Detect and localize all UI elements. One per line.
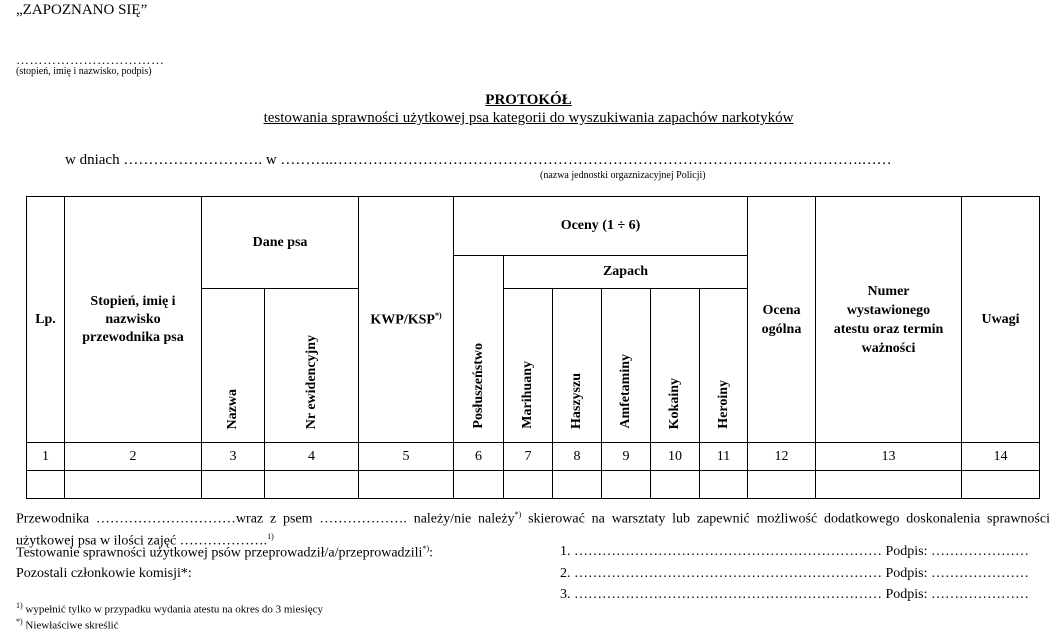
col-number: 1 xyxy=(27,443,65,471)
col-number: 10 xyxy=(651,443,700,471)
col-number: 5 xyxy=(359,443,454,471)
empty-cell[interactable] xyxy=(27,471,65,499)
empty-cell[interactable] xyxy=(748,471,816,499)
header-grades: Oceny (1 ÷ 6) xyxy=(454,197,748,256)
col-number: 9 xyxy=(602,443,651,471)
empty-cell[interactable] xyxy=(202,471,265,499)
header-marijuana: Marihuany xyxy=(504,289,553,443)
protocol-title: PROTOKÓŁ xyxy=(485,92,572,108)
protocol-subtitle: testowania sprawności użytkowej psa kategorii do wyszukiwania zapachów narkotyków xyxy=(263,110,794,126)
col-number: 7 xyxy=(504,443,553,471)
table-row xyxy=(27,471,1040,499)
training-paragraph: Przewodnika …………………………wraz z psem ………………. należy/nie należy*) skierować na warsztaty lub zapewnić możliwość dodatkowego doskonalenia sprawności użytkowej psa w ilości zajęć ……………….$^{1)}$ xyxy=(16,510,1050,549)
header-lp: Lp. xyxy=(27,197,65,443)
footnote-1: $^{1)}$ wypełnić tylko w przypadku wydania atestu na okres do 3 miesięcy xyxy=(16,601,323,616)
acknowledged-label: „ZAPOZNANO SIĘ” xyxy=(16,2,148,18)
col-number: 4 xyxy=(265,443,359,471)
header-name: Nazwa xyxy=(202,289,265,443)
members-label: Pozostali członkowie komisji*: xyxy=(16,566,192,581)
col-number: 11 xyxy=(700,443,748,471)
footnote-2: *) Niewłaściwe skreślić xyxy=(16,617,119,632)
empty-cell[interactable] xyxy=(962,471,1040,499)
signature-note: (stopień, imię i nazwisko, podpis) xyxy=(16,66,152,77)
empty-cell[interactable] xyxy=(265,471,359,499)
header-overall: Ocena ogólna xyxy=(748,197,816,443)
empty-cell[interactable] xyxy=(700,471,748,499)
signature-line-3[interactable]: 3. ………………………………………………………… Podpis: ………………… xyxy=(560,587,1030,602)
header-obedience: Posłuszeństwo xyxy=(454,256,504,443)
empty-cell[interactable] xyxy=(816,471,962,499)
signature-line-1[interactable]: 1. ………………………………………………………… Podpis: ………………… xyxy=(560,544,1030,559)
col-number: 6 xyxy=(454,443,504,471)
header-hashish: Haszyszu xyxy=(553,289,602,443)
empty-cell[interactable] xyxy=(553,471,602,499)
col-number: 13 xyxy=(816,443,962,471)
header-cocaine: Kokainy xyxy=(651,289,700,443)
col-number: 14 xyxy=(962,443,1040,471)
signature-dots: …………………………… xyxy=(16,52,165,67)
empty-cell[interactable] xyxy=(359,471,454,499)
col-number: 8 xyxy=(553,443,602,471)
empty-cell[interactable] xyxy=(602,471,651,499)
header-amphetamine: Amfetaminy xyxy=(602,289,651,443)
header-remarks: Uwagi xyxy=(962,197,1040,443)
header-handler: Stopień, imię i nazwisko przewodnika psa xyxy=(65,197,202,443)
header-reg-no: Nr ewidencyjny xyxy=(265,289,359,443)
header-kwp: KWP/KSP*) xyxy=(359,197,454,443)
header-scent: Zapach xyxy=(504,256,748,289)
tested-by-label: Testowanie sprawności użytkowej psów przeprowadził/a/przeprowadzili*): xyxy=(16,544,433,561)
dates-line: w dniach ………………………. w ………..…………………………………………………………………………………………….…… xyxy=(65,152,892,168)
header-heroin: Heroiny xyxy=(700,289,748,443)
header-dog-data: Dane psa xyxy=(202,197,359,289)
col-number: 12 xyxy=(748,443,816,471)
signature-line-2[interactable]: 2. ………………………………………………………… Podpis: ………………… xyxy=(560,566,1030,581)
col-number: 3 xyxy=(202,443,265,471)
empty-cell[interactable] xyxy=(65,471,202,499)
unit-note: (nazwa jednostki orgaznizacyjnej Policji) xyxy=(540,170,706,181)
test-results-table xyxy=(26,196,1040,499)
header-certificate: Numer wystawionego atestu oraz termin ważności xyxy=(816,197,962,443)
empty-cell[interactable] xyxy=(651,471,700,499)
col-number: 2 xyxy=(65,443,202,471)
empty-cell[interactable] xyxy=(504,471,553,499)
empty-cell[interactable] xyxy=(454,471,504,499)
